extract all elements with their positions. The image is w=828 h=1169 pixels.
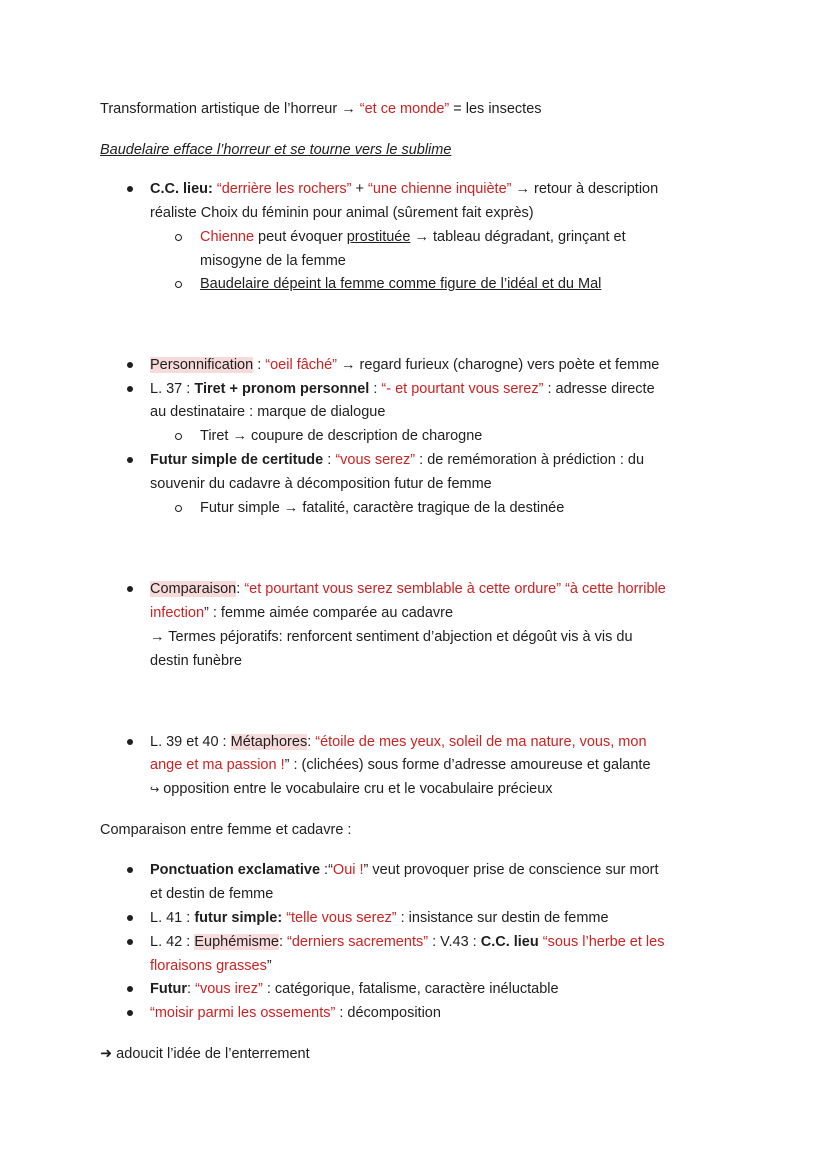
list-item-continuation: souvenir du cadavre à décomposition futur de femme [150,476,492,492]
list-item-continuation: destin funèbre [150,653,242,669]
list-item: “moisir parmi les ossements” : décomposition [150,1005,441,1021]
list-item-continuation: au destinataire : marque de dialogue [150,404,386,420]
list-item: L. 39 et 40 : Métaphores: “étoile de mes yeux, soleil de ma nature, vous, mon [150,734,647,750]
list-item: L. 37 : Tiret + pronom personnel : “- et pourtant vous serez” : adresse directe [150,381,655,397]
list-item: Futur simple de certitude : “vous serez” : de remémoration à prédiction : du [150,452,645,468]
sub-list-item: Chienne peut évoquer prostituée → tableau dégradant, grinçant et [200,229,626,245]
bullet-icon [127,986,133,992]
closing-line: ➜ adoucit l’idée de l’enterrement [100,1046,310,1062]
list-item-continuation: floraisons grasses” [150,958,272,974]
bullet-icon [127,457,133,463]
bullet-icon [127,186,133,192]
list-item: Futur: “vous irez” : catégorique, fatalisme, caractère inéluctable [150,981,559,997]
circle-bullet-icon [175,433,182,440]
section-heading: Comparaison entre femme et cadavre : [100,822,352,838]
list-item: L. 42 : Euphémisme: “derniers sacrements” : V.43 : C.C. lieu “sous l’herbe et les [150,934,665,950]
list-item-continuation: et destin de femme [150,886,274,902]
bullet-icon [127,386,133,392]
bullet-icon [127,939,133,945]
circle-bullet-icon [175,281,182,288]
sub-list-item-continuation: misogyne de la femme [200,253,346,269]
list-item-continuation: → Termes péjoratifs: renforcent sentiment d’abjection et dégoût vis à vis du [150,629,633,645]
list-item: Comparaison: “et pourtant vous serez semblable à cette ordure” “à cette horrible [150,581,666,597]
list-item: Ponctuation exclamative :“Oui !” veut provoquer prise de conscience sur mort [150,862,659,878]
list-item-continuation: infection” : femme aimée comparée au cadavre [150,605,454,621]
bullet-icon [127,739,133,745]
bullet-icon [127,867,133,873]
intro-line: Transformation artistique de l’horreur → “et ce monde” = les insectes [100,101,542,117]
sub-list-item: Tiret → coupure de description de charogne [200,428,483,444]
hook-arrow-icon: ↪ [150,784,160,796]
list-item: L. 41 : futur simple: “telle vous serez” : insistance sur destin de femme [150,910,609,926]
list-item: Personnification : “oeil fâché” → regard furieux (charogne) vers poète et femme [150,357,660,373]
subtitle-line: Baudelaire efface l’horreur et se tourne vers le sublime [100,142,452,158]
circle-bullet-icon [175,234,182,241]
list-item-continuation: réaliste Choix du féminin pour animal (sûrement fait exprès) [150,205,534,221]
bullet-icon [127,586,133,592]
sub-list-item: Baudelaire dépeint la femme comme figure de l’idéal et du Mal [200,276,602,292]
arrow-icon: ➜ [100,1046,113,1062]
list-item: C.C. lieu: “derrière les rochers” + “une chienne inquiète” → retour à description [150,181,659,197]
list-item-continuation: ange et ma passion !” : (clichées) sous forme d’adresse amoureuse et galante [150,757,651,773]
list-item-continuation: ↪ opposition entre le vocabulaire cru et le vocabulaire précieux [150,781,553,797]
bullet-icon [127,362,133,368]
bullet-icon [127,915,133,921]
bullet-icon [127,1010,133,1016]
circle-bullet-icon [175,505,182,512]
sub-list-item: Futur simple → fatalité, caractère tragique de la destinée [200,500,565,516]
